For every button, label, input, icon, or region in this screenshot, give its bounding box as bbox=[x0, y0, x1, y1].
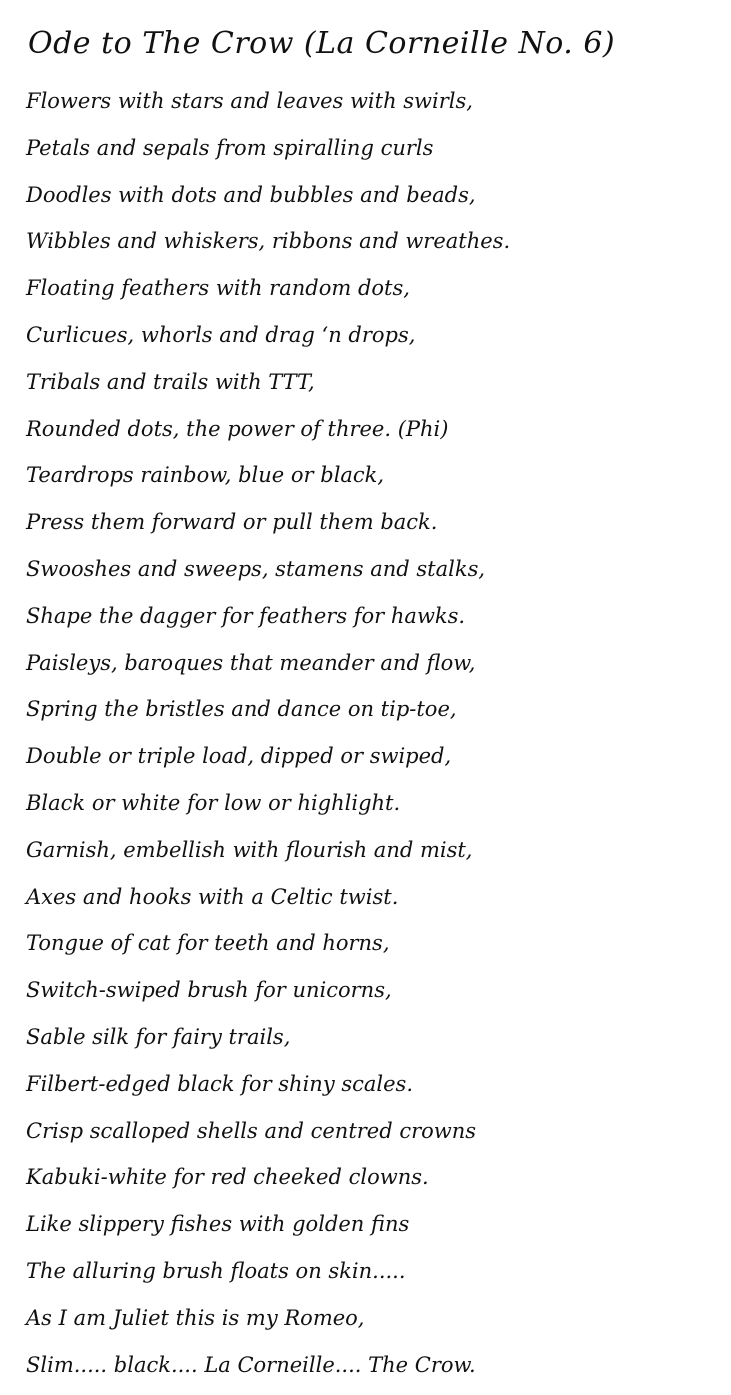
poem-line-5: Floating feathers with random dots, bbox=[26, 276, 410, 301]
poem-line-19: Tongue of cat for teeth and horns, bbox=[26, 931, 390, 956]
poem-line-8: Rounded dots, the power of three. (Phi) bbox=[26, 416, 449, 441]
poem-line-21: Sable silk for fairy trails, bbox=[26, 1024, 291, 1049]
poem-line-12: Shape the dagger for feathers for hawks. bbox=[26, 603, 466, 628]
poem-line-15: Double or triple load, dipped or swiped, bbox=[26, 744, 452, 769]
poem-line-7: Tribals and trails with TTT, bbox=[26, 369, 315, 394]
poem-line-13: Paisleys, baroques that meander and flow, bbox=[26, 650, 476, 675]
poem-line-18: Axes and hooks with a Celtic twist. bbox=[26, 884, 399, 909]
poem-line-10: Press them forward or pull them back. bbox=[26, 510, 438, 535]
poem-line-23: Crisp scalloped shells and centred crowns bbox=[26, 1118, 477, 1143]
poem-line-17: Garnish, embellish with flourish and mist, bbox=[26, 837, 473, 862]
poem-line-1: Flowers with stars and leaves with swirls, bbox=[26, 89, 473, 113]
poem-title: Ode to The Crow (La Corneille No. 6) bbox=[28, 26, 616, 61]
poem-line-14: Spring the bristles and dance on tip-toe, bbox=[26, 697, 457, 722]
poem-line-2: Petals and sepals from spiralling curls bbox=[26, 135, 434, 160]
poem-lines bbox=[26, 78, 510, 1388]
poem-line-20: Switch-swiped brush for unicorns, bbox=[26, 978, 392, 1003]
poem-line-22: Filbert-edged black for shiny scales. bbox=[26, 1071, 414, 1096]
poem-line-28: Slim..... black.... La Corneille.... The Crow. bbox=[26, 1352, 476, 1377]
poem-line-11: Swooshes and sweeps, stamens and stalks, bbox=[26, 556, 486, 581]
poem-line-4: Wibbles and whiskers, ribbons and wreathes. bbox=[26, 229, 511, 254]
poem-line-3: Doodles with dots and bubbles and beads, bbox=[26, 182, 476, 207]
poem-line-24: Kabuki-white for red cheeked clowns. bbox=[26, 1165, 429, 1190]
poem-line-27: As I am Juliet this is my Romeo, bbox=[26, 1305, 365, 1330]
poem-line-26: The alluring brush floats on skin..... bbox=[26, 1258, 406, 1283]
poem-line-6: Curlicues, whorls and drag ‘n drops, bbox=[26, 322, 416, 347]
poem-line-16: Black or white for low or highlight. bbox=[26, 790, 401, 815]
poem-line-25: Like slippery fishes with golden fins bbox=[26, 1212, 410, 1237]
poem-line-9: Teardrops rainbow, blue or black, bbox=[26, 463, 385, 488]
